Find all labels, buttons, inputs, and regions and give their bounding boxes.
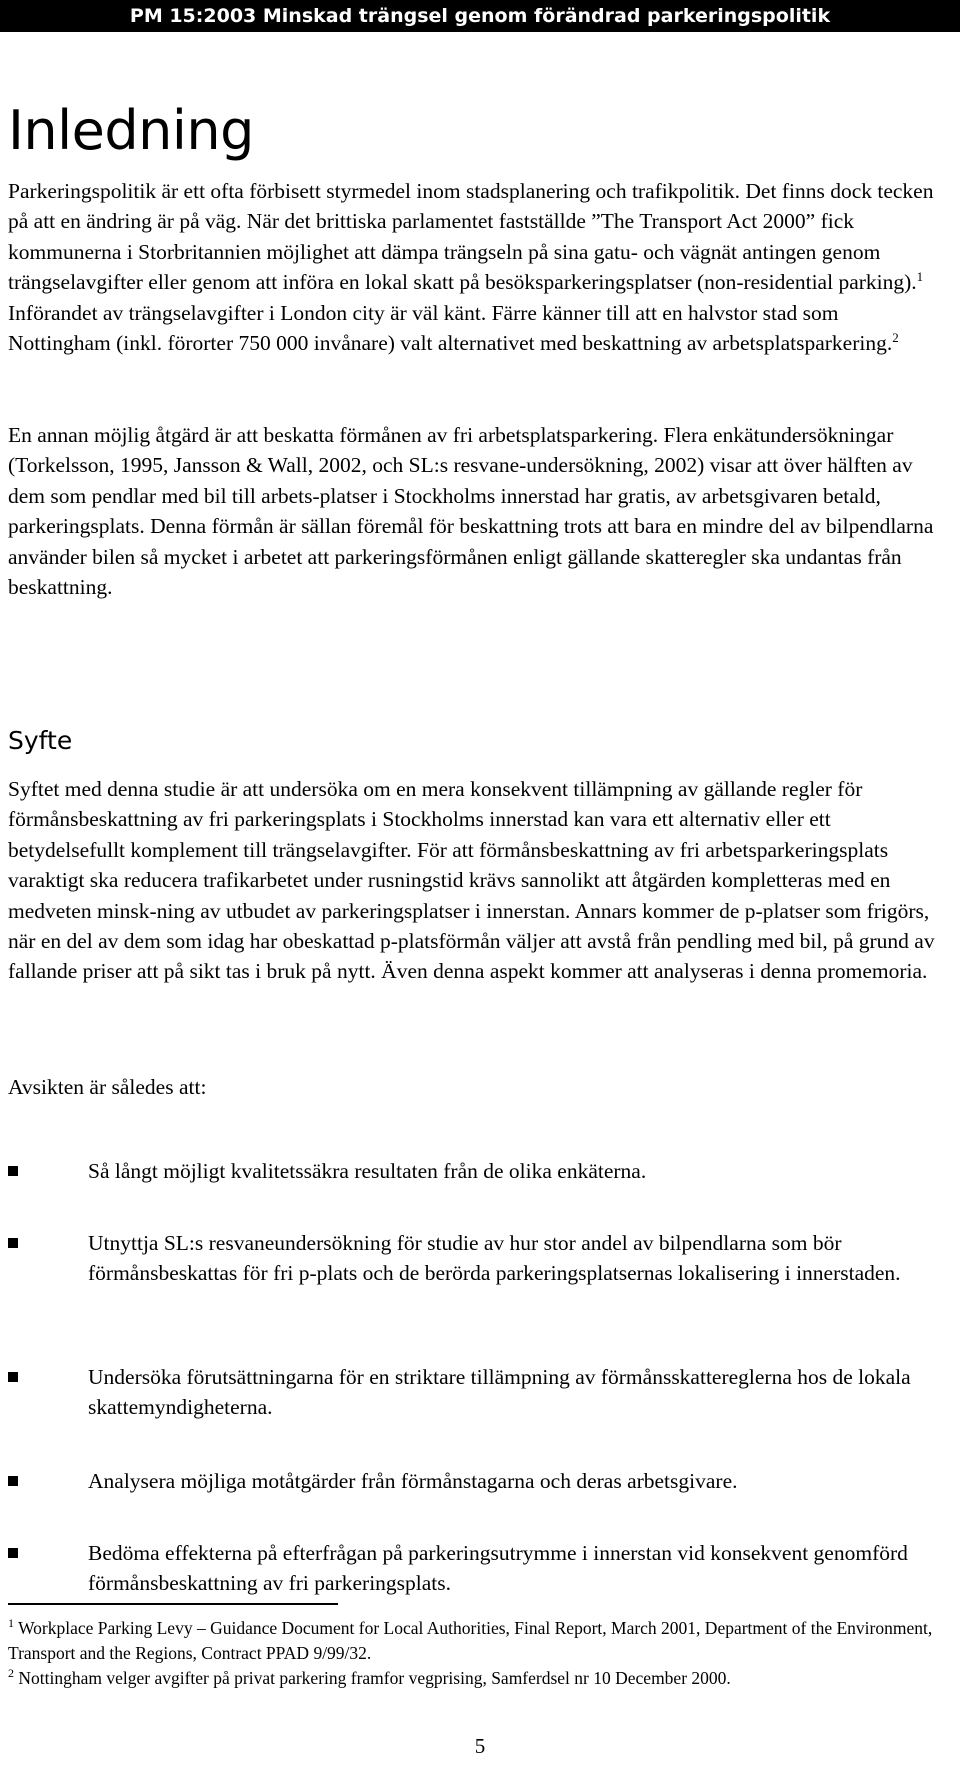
footnote-divider [8,1603,338,1605]
list-item-text: Analysera möjliga motåtgärder från förmånstagarna och deras arbetsgivare. [88,1469,738,1493]
footnote-number: 1 [8,1616,14,1631]
square-bullet-icon [8,1166,18,1176]
page-number: 5 [474,1734,486,1758]
footnote-text: Workplace Parking Levy – Guidance Document for Local Authorities, Final Report, March 2001, Department of the Environment, Transport and the Regions, Contract PPAD 9/99/32. [8,1618,933,1663]
footnote-ref-1[interactable]: 1 [916,269,924,285]
footnote-ref-2[interactable]: 2 [892,329,899,345]
purpose-paragraph: Syftet med denna studie är att undersöka om en mera konsekvent tillämpning av gällande regler för förmånsbeskattning av fri parkeringsplats i Stockholms innerstad kan vara ett alternativ eller ett betydelsefullt komplement till trängselavgifter. För att förmånsbeskattning av fri arbetsparkeringsplats varaktigt ska reducera trafikarbetet under rusningstid krävs sannolikt att åtgärden kompletteras med en medveten minsk-ning av utbudet av parkeringsplatser i innerstan. Annars kommer de p-platser som frigörs, när en del av dem som idag har obeskattad p-platsförmån väljer att avstå från pendling med bil, på grund av fallande priser att på sikt tas i bruk på nytt. Även denna aspekt kommer att analyseras i denna promemoria. [8,777,935,984]
aims-intro: Avsikten är således att: [8,1075,207,1099]
section-heading-inledning: Inledning [8,99,254,162]
list-item-text: Bedöma effekterna på efterfrågan på parkeringsutrymme i innerstan vid konsekvent genomförd förmånsbeskattning av fri parkeringsplats. [88,1541,908,1596]
footnote-2 [8,1666,948,1691]
intro-paragraph-1 [8,176,940,358]
square-bullet-icon [8,1548,18,1558]
section-heading-syfte: Syfte [8,726,73,755]
list-item-text: Utnyttja SL:s resvaneundersökning för studie av hur stor andel av bilpendlarna som bör förmånsbeskattas för fri p-plats och de berörda parkeringsplatsernas lokalisering i innerstaden. [88,1231,901,1286]
footnote-number: 2 [8,1666,14,1681]
footnote-1 [8,1616,948,1666]
list-item-text: Undersöka förutsättningarna för en striktare tillämpning av förmånsskattereglerna hos de lokala skattemyndigheterna. [88,1365,911,1420]
intro-paragraph-1-cont: Införandet av trängselavgifter i London city är väl känt. Färre känner till att en halvstor stad som Nottingham (inkl. förorter 750 000 invånare) valt alternativet med beskattning av arbetsplatsparkering. [8,300,893,356]
document-header: PM 15:2003 Minskad trängsel genom förändrad parkeringspolitik [0,0,960,32]
square-bullet-icon [8,1476,18,1486]
list-item-text: Så långt möjligt kvalitetssäkra resultaten från de olika enkäterna. [88,1159,647,1183]
square-bullet-icon [8,1372,18,1382]
intro-paragraph-1-text: Parkeringspolitik är ett ofta förbisett styrmedel inom stadsplanering och trafikpolitik. Det finns dock tecken på att en ändring är på väg. När det brittiska parlamentet fastställde ”The Transport Act 2000” fick kommunerna i Storbritannien möjlighet att dämpa trängseln på sina gatu- och vägnät antingen genom trängselavgifter eller genom att införa en lokal skatt på besöksparkeringsplatser (non-residential parking). [8,179,934,295]
square-bullet-icon [8,1238,18,1248]
footnote-text: Nottingham velger avgifter på privat parkering framfor vegprising, Samferdsel nr 10 December 2000. [18,1668,731,1688]
intro-paragraph-2: En annan möjlig åtgärd är att beskatta förmånen av fri arbetsplatsparkering. Flera enkätundersökningar (Torkelsson, 1995, Jansson & Wall, 2002, och SL:s resvane-undersökning, 2002) visar att över hälften av dem som pendlar med bil till arbets-platser i Stockholms innerstad har gratis, av arbetsgivaren betald, parkeringsplats. Denna förmån är sällan föremål för beskattning trots att bara en mindre del av bilpendlarna använder bilen så mycket i arbetet att parkeringsförmånen enligt gällande skatteregler ska undantas från beskattning. [8,423,934,600]
